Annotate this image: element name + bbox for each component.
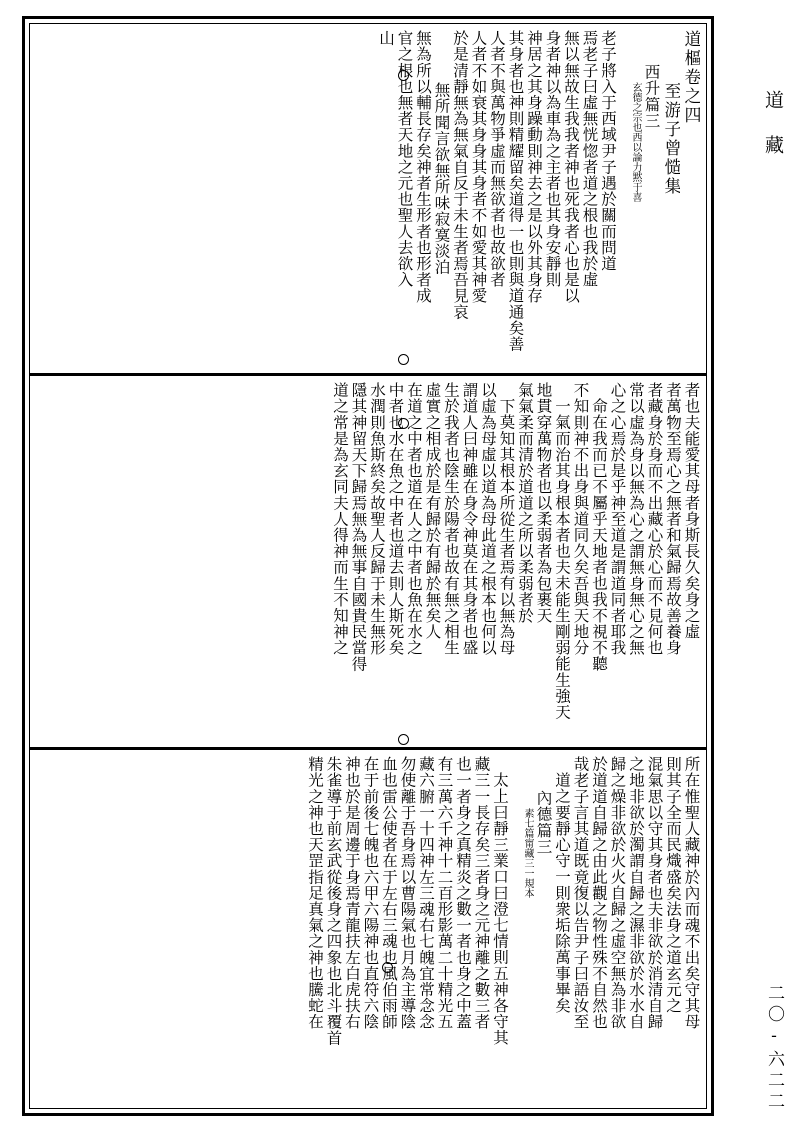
text-column: 血也雷公使者在于左右三魂也風伯雨師 <box>380 756 398 1030</box>
text-column: 有三萬六千神十二百形影萬二十精光五 <box>435 756 453 1030</box>
text-column: 隱其神留天下歸焉無為無事自國貴民當得 <box>349 382 367 672</box>
text-column: 太上曰靜三業口曰澄七情則五神各守其 <box>491 772 509 1046</box>
text-column: 一氣而治其身根本者也夫未能生剛弱能生強天 <box>553 398 571 720</box>
text-column: 地貫穿萬物者也以柔弱者為包裹天 <box>534 382 552 624</box>
text-column: 焉老子曰虛無恍惚者道之根也我於虛 <box>580 30 598 288</box>
text-column: 者也夫能愛其母者身斯長久矣身之虛 <box>682 382 700 640</box>
text-column: 下莫知其根本所從生者焉有以無為母 <box>497 398 515 656</box>
text-column: 以虛為母虛以道為母此道之根本也何以 <box>479 382 497 656</box>
text-column: 道之要靜心守一則衆垢除萬事畢矣 <box>553 772 571 1014</box>
punctuation-mark-icon <box>398 70 409 81</box>
register-1-columns <box>36 30 700 369</box>
register-2-columns <box>36 382 700 743</box>
punctuation-mark-icon <box>398 734 409 745</box>
text-frame-inner <box>29 23 707 1109</box>
text-column: 人者不與萬物爭虛而無欲者也故欲者 <box>488 30 506 288</box>
text-column: 水潤則魚斯終矣故聖人反歸于未生無形 <box>368 382 386 656</box>
text-column: 身者神以為車為之主者也其身安靜則 <box>543 30 561 288</box>
text-column: 朱雀導于前玄武從後身之四象也北斗覆首 <box>324 756 342 1046</box>
text-column: 中者也水在魚之中者也道去則人斯死矣 <box>386 382 404 656</box>
punctuation-mark-icon <box>398 418 409 429</box>
text-column: 氣氣柔而清於道道之所以柔弱者於 <box>516 382 534 624</box>
text-column: 官之根也無者天地之元也聖人去欲入 <box>395 30 413 288</box>
text-column: 精光之神也天罡指足真氣之神也騰蛇在 <box>306 756 324 1030</box>
register-3-columns <box>36 756 700 1112</box>
compiler-line: 至游子曾慥集 <box>660 82 680 196</box>
text-column: 則其子全而民熾盛矣法身之道玄元之 <box>664 756 682 1014</box>
text-column: 其身者也神則精耀留矣道得一也則與道通矣善 <box>506 30 524 352</box>
text-column: 無為所以輔長存矣神者生形者也形者成 <box>414 30 432 304</box>
text-column: 者萬物至焉心之無者和氣歸焉故善養身 <box>664 382 682 656</box>
text-column: 勿使離于吾身焉以曹陽氣也月為主導陰 <box>398 756 416 1030</box>
inline-annotation: 玄德之宗也西以論力黙于喜 <box>630 82 641 202</box>
text-column: 謂道人曰神雖在身令神莫在其身者也盛 <box>460 382 478 656</box>
text-column: 藏三一長存矣三者身之元神離之數三者 <box>472 756 490 1030</box>
section-heading: 內德篇三 <box>534 790 552 855</box>
text-column: 也一者身之真精炎之數一者也身之中蓋 <box>454 756 472 1030</box>
text-column: 之地非欲於濁謂自歸之濕非欲於水水自 <box>627 756 645 1030</box>
text-column: 無以無故生我我者神也死我者心也是以 <box>562 30 580 304</box>
register-1 <box>30 24 706 376</box>
text-column: 於是清靜無為無氣自反于未生者焉吾見哀 <box>451 30 469 320</box>
section-heading: 西升篇三 <box>642 64 660 129</box>
text-column: 在于前後七魄也六甲六陽神也直符六陰 <box>361 756 379 1030</box>
text-column: 無所聞言欲無所味寂寞淡泊 <box>432 82 450 276</box>
punctuation-mark-icon <box>382 962 393 973</box>
text-column: 道之常是為玄同夫人得神而生不知神之 <box>331 382 349 656</box>
text-column: 命在我而已不屬乎天地者也我不視不聽 <box>590 398 608 672</box>
text-column: 在道之中者也道在人之中者也魚在水之 <box>405 382 423 656</box>
text-column: 混氣思以守其身者也夫非欲於消清自歸 <box>645 756 663 1030</box>
text-column: 哉老子言其道既竟復以告尹子曰語汝至 <box>571 756 589 1030</box>
text-frame <box>22 16 714 1116</box>
text-column: 生於我者也陰生於陽者也故有無之相生 <box>442 382 460 656</box>
text-column: 虛實之相成於是有歸於有歸於無矣人 <box>423 382 441 640</box>
page-number: 二〇-六二二 <box>764 984 784 1113</box>
collection-label: 道藏 <box>762 90 784 180</box>
text-column: 神居之其身躁動則神去之是以外其身存 <box>525 30 543 304</box>
text-column: 常以虛為身以無為心之謂無身無心之無 <box>627 382 645 656</box>
text-column: 人者不如衰其身身其身者不如愛其神愛 <box>469 30 487 304</box>
text-column: 心之心焉於是乎神至道是謂道同者耶我 <box>608 382 626 656</box>
text-column: 山 <box>377 30 395 47</box>
text-column: 歸之燥非欲於火火自歸之虛空無為非欲 <box>608 756 626 1030</box>
inline-annotation: 素七篇甯藏三一規本 <box>522 808 533 898</box>
text-column: 所在惟聖人藏神於內而魂不出矣守其母 <box>682 756 700 1030</box>
register-2 <box>30 376 706 750</box>
volume-title: 道樞卷之四 <box>680 30 700 125</box>
text-column: 於道道自歸之由此觀之物性殊不自然也 <box>590 756 608 1030</box>
text-column: 老子將入于西域尹子遇於關而問道 <box>599 30 617 272</box>
text-column: 藏六腑一十四神左三魂右七魄宜常念念 <box>417 756 435 1030</box>
punctuation-mark-icon <box>398 354 409 365</box>
text-column: 神也於是周邊于身焉青龍扶左白虎扶右 <box>343 756 361 1030</box>
text-column: 者藏身於身而不出藏心於心而不見何也 <box>645 382 663 656</box>
register-3 <box>30 750 706 1116</box>
text-column: 不知則神不出身與道同久矣吾與天地分 <box>571 382 589 656</box>
